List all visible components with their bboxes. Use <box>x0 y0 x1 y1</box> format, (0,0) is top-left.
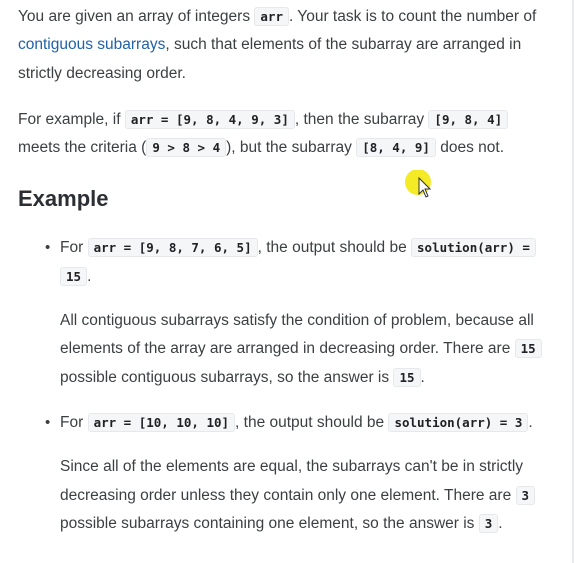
text: . <box>528 413 533 431</box>
text: , then the subarray <box>294 110 429 128</box>
example-paragraph <box>18 106 558 163</box>
example-statement <box>60 409 558 437</box>
example-statement <box>60 234 558 291</box>
text: Since all of the elements are equal, the subarrays can't be in strictly decreasing order unless they contain only one element. There are <box>60 458 524 504</box>
example-explanation <box>60 307 558 392</box>
inline-code: arr <box>254 7 289 26</box>
example-item <box>18 409 558 538</box>
bullet-icon: • <box>45 413 51 431</box>
text: . <box>87 267 92 285</box>
example-item <box>18 234 558 391</box>
text: For example, if <box>18 110 125 128</box>
intro-text: . Your task is to count the number of <box>288 8 537 25</box>
intro-text: You are given an array of integers <box>18 8 255 25</box>
text: All contiguous subarrays satisfy the condition of problem, because all elements of the array are arranged in decreasing order. There are <box>60 312 534 358</box>
inline-code: 15 <box>515 339 542 358</box>
text: . <box>498 514 503 532</box>
text: possible subarrays containing one element, so the answer is <box>60 514 479 532</box>
inline-code: 3 <box>479 514 499 533</box>
contiguous-subarrays-link[interactable]: contiguous subarrays <box>18 36 166 54</box>
inline-code: [9, 8, 4] <box>428 110 508 129</box>
text: . <box>420 368 425 386</box>
example-explanation <box>60 453 558 538</box>
text: ), but the subarray <box>226 139 357 157</box>
inline-code: arr = [9, 8, 4, 9, 3] <box>125 110 295 129</box>
text: meets the criteria ( <box>18 139 147 157</box>
text: For <box>60 239 88 257</box>
examples-list <box>18 234 558 538</box>
inline-code: 3 <box>516 486 536 505</box>
inline-code: 9 > 8 > 4 <box>146 138 226 157</box>
inline-code: solution(arr) = <box>411 238 536 257</box>
inline-code: 15 <box>60 267 87 286</box>
text: , the output should be <box>235 413 389 431</box>
mouse-pointer-icon <box>405 170 431 200</box>
text: , the output should be <box>257 239 412 257</box>
text: For <box>60 413 88 431</box>
inline-code: arr = [10, 10, 10] <box>88 413 235 432</box>
inline-code: arr = [9, 8, 7, 6, 5] <box>88 238 258 257</box>
problem-description <box>18 0 558 538</box>
intro-paragraph <box>18 3 558 88</box>
inline-code: 15 <box>393 368 420 387</box>
inline-code: solution(arr) = 3 <box>388 413 528 432</box>
inline-code: [8, 4, 9] <box>356 138 436 157</box>
intro-text: , such that elements of the subarray are arranged in strictly decreasing order. <box>18 36 522 82</box>
text: possible contiguous subarrays, so the answer is <box>60 368 394 386</box>
text: does not. <box>435 139 504 157</box>
example-heading: Example <box>18 186 109 212</box>
bullet-icon: • <box>45 239 51 257</box>
